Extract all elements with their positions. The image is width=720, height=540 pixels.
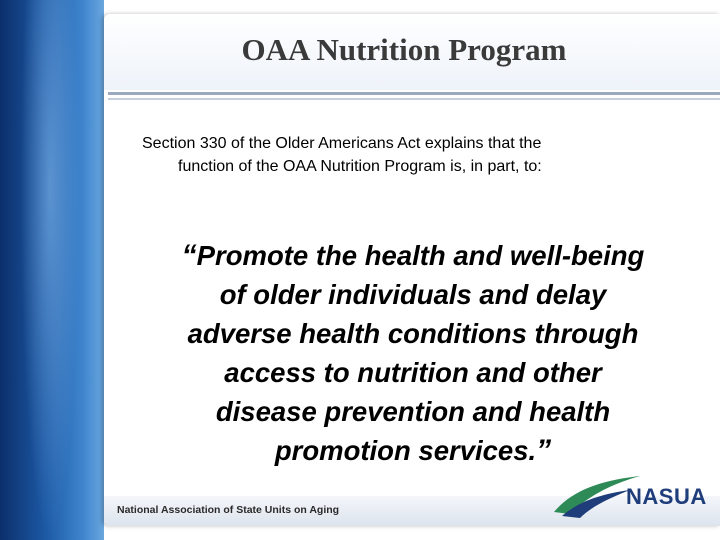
quote-line-1: Promote the health and well-being — [196, 240, 645, 271]
quote-line — [110, 431, 716, 470]
intro-text — [142, 132, 682, 178]
title-divider — [108, 92, 720, 95]
left-decorative-band — [0, 0, 104, 540]
open-quote-mark: “ — [181, 239, 197, 272]
quote-line-3: adverse health conditions through — [187, 318, 639, 349]
intro-line-1: Section 330 of the Older Americans Act explains that the — [142, 135, 542, 152]
quote-block — [110, 236, 716, 470]
close-quote-mark: ” — [536, 434, 552, 467]
quote-line-4: access to nutrition and other — [224, 357, 602, 388]
quote-line-6: promotion services. — [274, 435, 537, 466]
quote-line — [110, 236, 716, 275]
footer-organization: National Association of State Units on Aging — [117, 504, 340, 516]
title-divider-secondary — [108, 98, 720, 100]
nasua-logo-text: NASUA — [626, 484, 707, 509]
intro-line-2: function of the OAA Nutrition Program is, in part, to: — [178, 158, 542, 175]
quote-line-2: of older individuals and delay — [219, 279, 607, 310]
band-glow — [20, 0, 80, 540]
slide-title: OAA Nutrition Program — [241, 32, 567, 67]
quote-line-5: disease prevention and health — [215, 396, 611, 427]
